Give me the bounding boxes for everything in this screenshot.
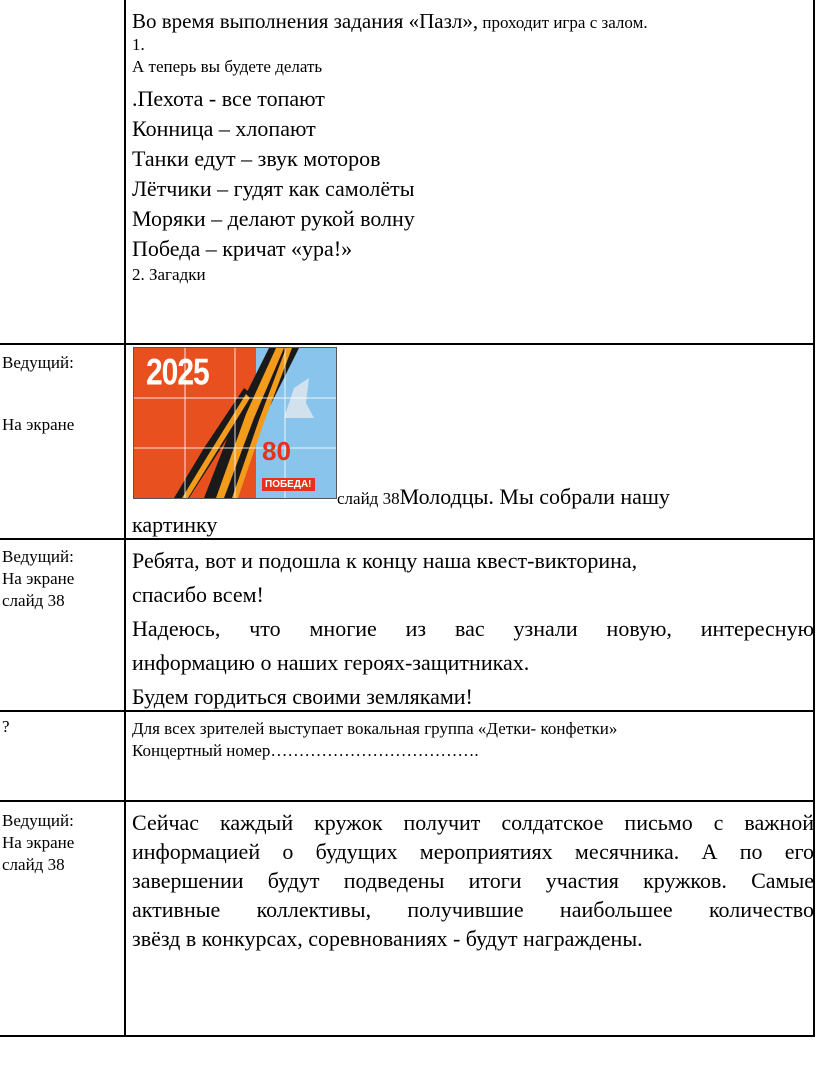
victory-poster-image [133, 347, 337, 499]
table-hline-bottom [0, 1035, 815, 1037]
row5-content [132, 808, 814, 953]
table-hline-1 [0, 343, 815, 345]
row5-slide-label: слайд 38 [2, 855, 65, 874]
row1-item: Конница – хлопают [132, 116, 316, 141]
row5-line: Сейчас каждый кружок получит солдатское письмо с важной [132, 810, 814, 835]
table-vline-middle [124, 0, 126, 1037]
row3-line: Надеюсь, что многие из вас узнали новую, интересную [132, 616, 814, 641]
row1-item: Лётчики – гудят как самолёты [132, 176, 415, 201]
row1-item: Моряки – делают рукой волну [132, 206, 415, 231]
row2-speaker: Ведущий: [2, 353, 74, 372]
row1-item: .Пехота - все топают [132, 86, 325, 111]
row3-line: Ребята, вот и подошла к концу наша квест-викторина, [132, 548, 638, 573]
row2-screen-label: На экране [2, 415, 75, 434]
row5-line: завершении будут подведены итоги участия кружков. Самые [132, 868, 814, 893]
row3-content [132, 544, 814, 714]
poster-year: 2025 [146, 351, 209, 393]
row2-text-b-wrap [132, 510, 217, 540]
row4-left [0, 716, 124, 738]
row5-screen-label: На экране [2, 833, 75, 852]
row1-content [132, 6, 814, 286]
row1-line1-part-b: проходит игра с залом. [478, 13, 648, 32]
row5-speaker: Ведущий: [2, 811, 74, 830]
row1-item: Победа – кричат «ура!» [132, 236, 353, 261]
row4-marker: ? [2, 717, 10, 736]
row4-line: Для всех зрителей выступает вокальная группа «Детки- конфетки» [132, 719, 618, 738]
poster-number: 80 [262, 436, 291, 466]
row5-line: звёзд в конкурсах, соревнованиях - будут награждены. [132, 926, 643, 951]
row1-line1-part-a: Во время выполнения задания «Пазл», [132, 9, 479, 33]
row5-left [0, 810, 124, 876]
row2-left [0, 352, 124, 436]
row2-caption [337, 482, 807, 512]
row3-line: информацию о наших героях-защитниках. [132, 650, 530, 675]
row3-line: спасибо всем! [132, 582, 264, 607]
slide-label: слайд 38 [337, 489, 400, 508]
row2-text-b: картинку [132, 512, 218, 537]
row1-item: Танки едут – звук моторов [132, 146, 381, 171]
row4-line: Концертный номер………………………………. [132, 741, 479, 760]
row3-speaker: Ведущий: [2, 547, 74, 566]
row3-screen-label: На экране [2, 569, 75, 588]
row1-line-last: 2. Загадки [132, 265, 206, 284]
row4-content [132, 718, 814, 762]
row1-line3: А теперь вы будете делать [132, 57, 323, 76]
row3-line: Будем гордиться своими земляками! [132, 684, 473, 709]
row3-left [0, 546, 124, 612]
row5-line: информацией о будущих мероприятиях месячника. А по его [132, 839, 814, 864]
table-hline-2 [0, 538, 815, 540]
table-hline-4 [0, 800, 815, 802]
row2-text-a: Молодцы. Мы собрали нашу [399, 484, 670, 509]
poster-banner: ПОБЕДА! [262, 478, 315, 491]
row3-slide-label: слайд 38 [2, 591, 65, 610]
row1-line2: 1. [132, 35, 145, 54]
row1-line1 [132, 6, 814, 34]
row5-line: активные коллективы, получившие наибольшее количество [132, 897, 814, 922]
